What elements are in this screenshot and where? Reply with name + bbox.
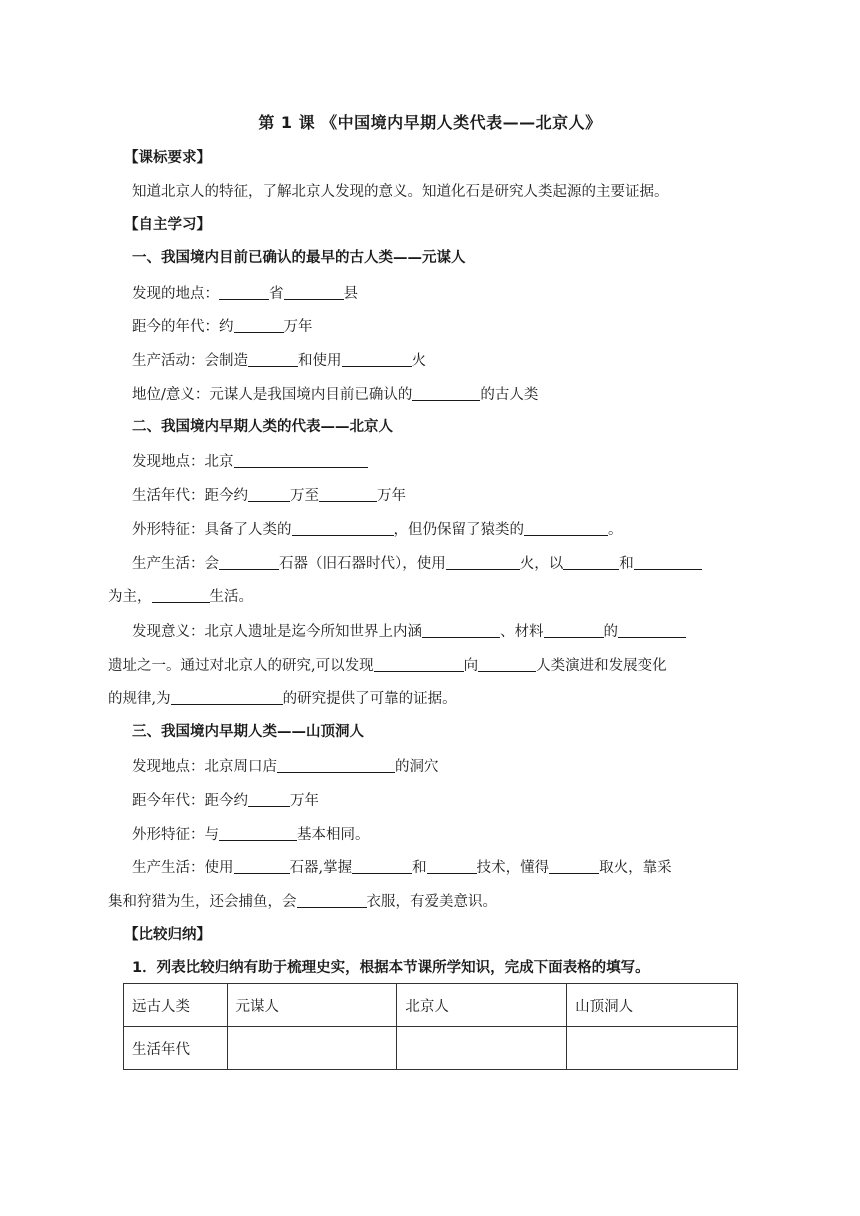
- part3-life-master: 石器,掌握: [289, 860, 353, 876]
- blank-fire-method[interactable]: [549, 857, 599, 874]
- part2-sig-label: 发现意义：北京人遗址是迄今所知世界上内涵: [132, 624, 422, 640]
- blank-county[interactable]: [284, 283, 344, 300]
- self-study-header: 【自主学习】: [124, 217, 211, 233]
- part1-status-line: [132, 384, 538, 405]
- page-title: 第 1 课 《中国境内早期人类代表——北京人》: [258, 113, 602, 132]
- part1-status-end: 的古人类: [480, 387, 539, 403]
- blank-age-from[interactable]: [248, 485, 290, 502]
- part2-place-label: 发现地点：北京: [132, 454, 234, 470]
- part3-place-line: [132, 756, 439, 777]
- part2-sig-line3: [108, 688, 457, 709]
- table-row: [124, 984, 738, 1027]
- blank-status[interactable]: [412, 384, 480, 401]
- blank-tool[interactable]: [219, 553, 279, 570]
- part2-life-main: 为主，: [108, 589, 152, 605]
- part3-life-hunt: 集和狩猎为生，还会捕鱼，会: [108, 894, 297, 910]
- part1-place-label: 发现的地点：: [132, 286, 219, 302]
- part2-life-label: 生产生活：会: [132, 556, 219, 572]
- part3-place-end: 的洞穴: [395, 759, 439, 775]
- part3-age-line: [132, 790, 319, 811]
- part1-age-line: [132, 316, 313, 337]
- part2-life-line2: [108, 586, 253, 607]
- blank-age-to[interactable]: [319, 485, 377, 502]
- part2-sig-end: 的研究提供了可靠的证据。: [282, 691, 457, 707]
- part2-sig-material: 、材料: [500, 624, 544, 640]
- part2-place-line: [132, 451, 368, 472]
- blank-material[interactable]: [544, 621, 604, 638]
- compare-header: 【比较归纳】: [124, 927, 211, 943]
- part3-life-know: 技术，懂得: [476, 860, 550, 876]
- part2-age-label: 生活年代：距今约: [132, 488, 248, 504]
- part2-age-unit: 万年: [377, 488, 406, 504]
- table-cell: 元谋人: [227, 984, 397, 1027]
- part2-life-fire: 火，以: [519, 556, 564, 572]
- blank-ape-trait[interactable]: [524, 519, 608, 536]
- part2-sig-evolve: 人类演进和发展变化: [536, 658, 667, 674]
- part2-life-stone: 石器（旧石器时代），使用: [279, 556, 446, 572]
- blank-cave-tool[interactable]: [234, 857, 290, 874]
- part2-shape-mid: ，但仍保留了猿类的: [393, 522, 524, 538]
- part2-shape-label: 外形特征：具备了人类的: [132, 522, 292, 538]
- part2-sig-law: 的规律,为: [108, 691, 171, 707]
- part3-shape-line: [132, 824, 370, 845]
- part1-prod-fire: 火: [411, 353, 426, 369]
- part1-prod-label: 生产活动：会制造: [132, 353, 248, 369]
- blank-from[interactable]: [374, 655, 464, 672]
- part3-life-line2: [108, 891, 497, 912]
- blank-rich[interactable]: [422, 621, 500, 638]
- part1-prod-line: [132, 350, 426, 371]
- part3-life-gather: 取火，靠采: [599, 860, 672, 876]
- blank-cave-place[interactable]: [277, 756, 395, 773]
- part2-life-and: 和: [619, 556, 634, 572]
- blank-to[interactable]: [478, 655, 536, 672]
- part1-status-label: 地位/意义：元谋人是我国境内目前已确认的: [132, 387, 413, 403]
- table-input-cell[interactable]: [227, 1027, 397, 1070]
- part2-age-to: 万至: [290, 488, 319, 504]
- blank-research[interactable]: [171, 688, 283, 705]
- curriculum-text: 知道北京人的特征，了解北京人发现的意义。知道化石是研究人类起源的主要证据。: [132, 184, 669, 200]
- part2-shape-end: 。: [608, 522, 623, 538]
- part1-age-unit: 万年: [283, 319, 313, 335]
- blank-similar[interactable]: [219, 824, 297, 841]
- blank-human-trait[interactable]: [292, 519, 394, 536]
- part3-age-unit: 万年: [290, 793, 319, 809]
- part2-sig-site: 遗址之一。通过对北京人的研究,可以发现: [108, 658, 374, 674]
- part1-prod-use: 和使用: [298, 353, 342, 369]
- blank-province[interactable]: [219, 283, 269, 300]
- table-cell: 北京人: [397, 984, 567, 1027]
- part3-life-line1: [132, 857, 672, 878]
- comparison-table: [123, 983, 738, 1070]
- blank-beijing-place[interactable]: [234, 451, 368, 468]
- blank-clothes[interactable]: [297, 891, 367, 908]
- part3-shape-end: 基本相同。: [297, 827, 370, 843]
- blank-tech1[interactable]: [352, 857, 412, 874]
- blank-use[interactable]: [342, 350, 412, 367]
- table-cell: 生活年代: [124, 1027, 228, 1070]
- compare-instruction: 1．列表比较归纳有助于梳理史实，根据本节课所学知识，完成下面表格的填写。: [132, 960, 650, 976]
- table-cell: 山顶洞人: [567, 984, 738, 1027]
- blank-cave-age[interactable]: [248, 790, 290, 807]
- blank-main2[interactable]: [634, 553, 702, 570]
- curriculum-header: 【课标要求】: [124, 150, 211, 166]
- part1-place-province: 省: [269, 286, 284, 302]
- blank-age[interactable]: [234, 316, 284, 333]
- part3-age-label: 距今年代：距今约: [132, 793, 248, 809]
- part2-shape-line: [132, 519, 623, 540]
- part1-place-county: 县: [343, 286, 358, 302]
- blank-site[interactable]: [618, 621, 686, 638]
- table-row: [124, 1027, 738, 1070]
- part1-heading: 一、我国境内目前已确认的最早的古人类——元谋人: [132, 250, 466, 266]
- blank-fire[interactable]: [446, 553, 520, 570]
- part2-sig-to: 向: [463, 658, 479, 674]
- part1-age-label: 距今的年代：约: [132, 319, 234, 335]
- part3-heading: 三、我国境内早期人类——山顶洞人: [132, 724, 364, 740]
- part2-life-end: 生活。: [209, 589, 253, 605]
- blank-life-style[interactable]: [152, 586, 210, 603]
- blank-make[interactable]: [248, 350, 298, 367]
- part3-life-and: 和: [412, 860, 427, 876]
- part2-sig-line2: [108, 655, 667, 676]
- part2-age-line: [132, 485, 406, 506]
- part2-sig-of: 的: [603, 624, 618, 640]
- table-input-cell[interactable]: [567, 1027, 738, 1070]
- blank-tech2[interactable]: [427, 857, 477, 874]
- part3-place-label: 发现地点：北京周口店: [132, 759, 277, 775]
- table-input-cell[interactable]: [397, 1027, 567, 1070]
- part2-heading: 二、我国境内早期人类的代表——北京人: [132, 419, 393, 435]
- part2-sig-line1: [132, 621, 686, 642]
- part2-life-line1: [132, 553, 702, 574]
- part3-shape-label: 外形特征：与: [132, 827, 219, 843]
- part1-place-line: [132, 283, 358, 304]
- table-cell: 远古人类: [124, 984, 228, 1027]
- part3-life-end: 衣服，有爱美意识。: [366, 894, 497, 910]
- blank-main1[interactable]: [563, 553, 619, 570]
- part3-life-label: 生产生活：使用: [132, 860, 234, 876]
